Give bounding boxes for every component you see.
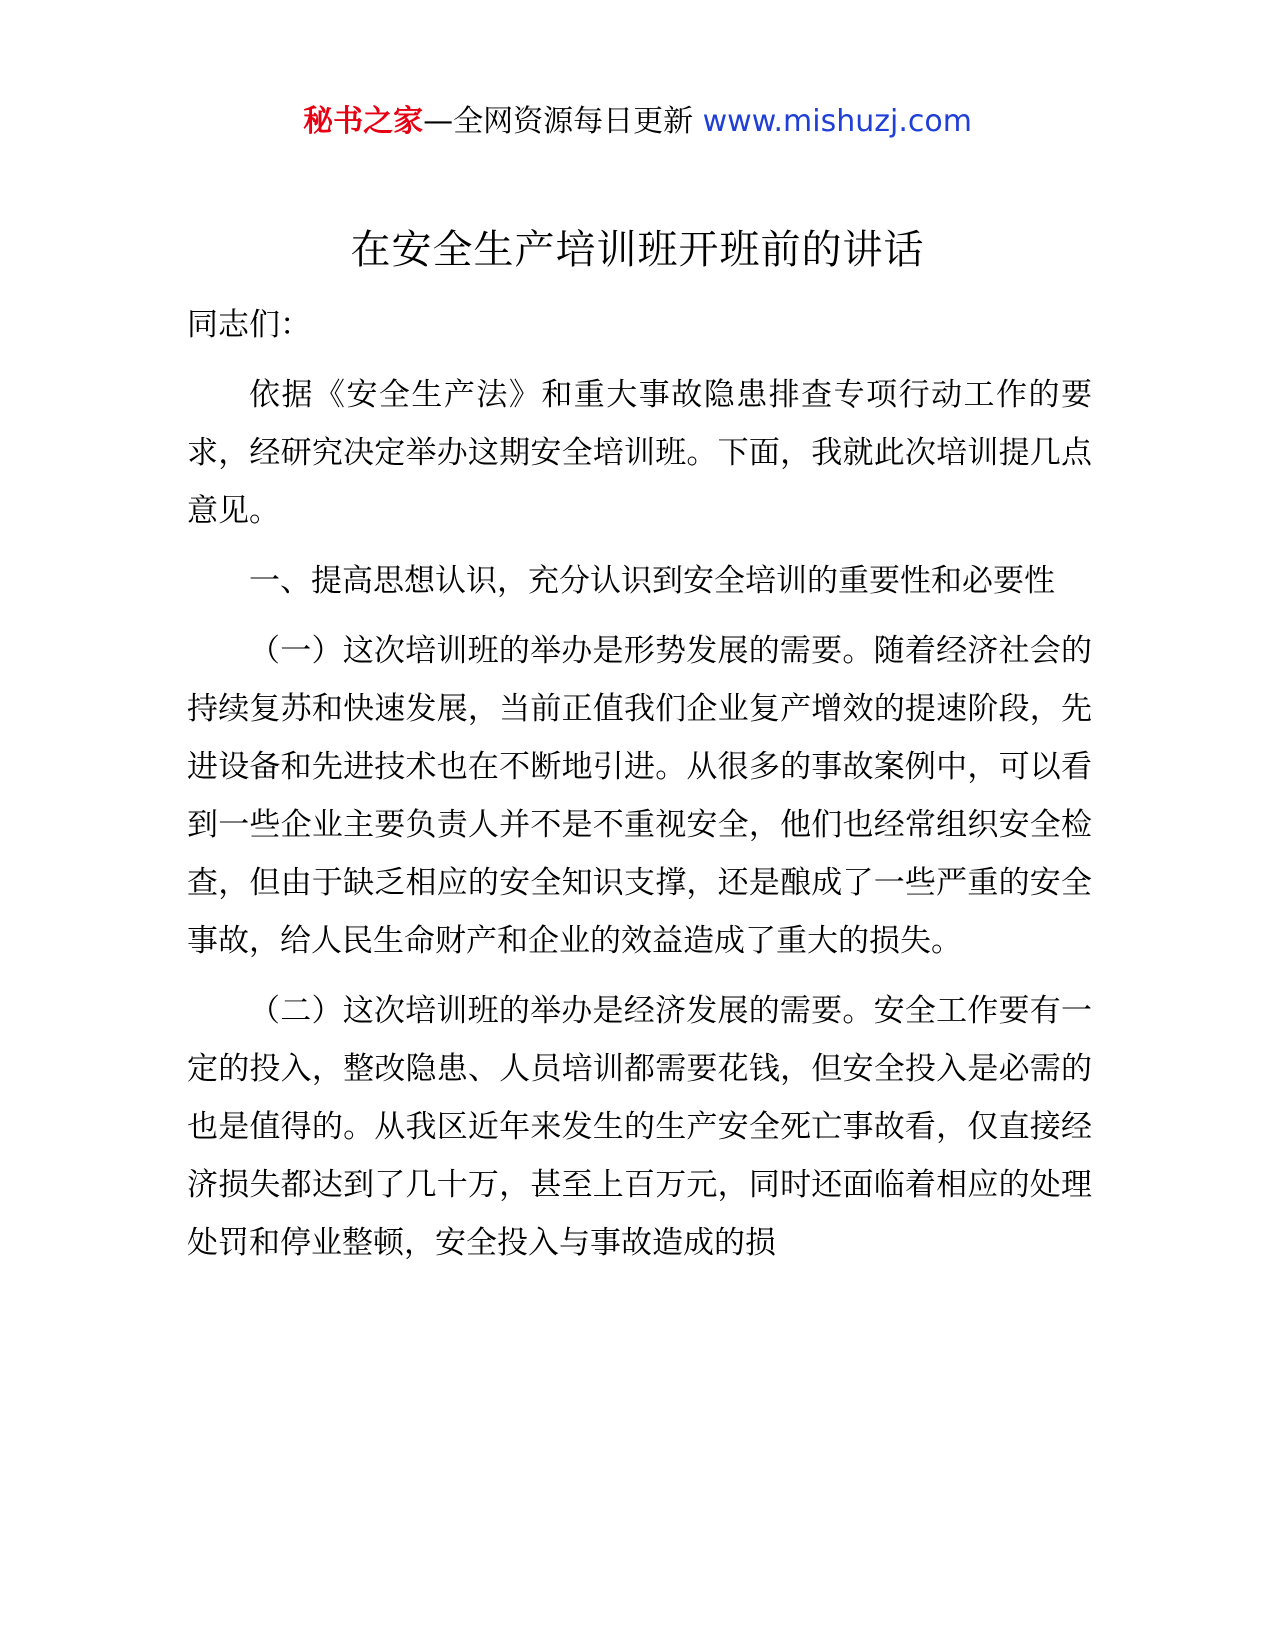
banner-dash: —	[423, 104, 454, 139]
document-body	[187, 296, 1092, 1278]
site-url-link[interactable]: www.mishuzj.com	[702, 104, 972, 139]
paragraph-point-2: （二）这次培训班的举办是经济发展的需要。安全工作要有一定的投入，整改隐患、人员培训都需要花钱，但安全投入是必需的也是值得的。从我区近年来发生的生产安全死亡事故看，仅直接经济损失都达到了几十万，甚至上百万元，同时还面临着相应的处理处罚和停业整顿，安全投入与事故造成的损	[187, 993, 1092, 1261]
document-title: 在安全生产培训班开班前的讲话	[350, 227, 925, 273]
brand-name: 秘书之家	[303, 104, 424, 139]
paragraph-point-1: （一）这次培训班的举办是形势发展的需要。随着经济社会的持续复苏和快速发展，当前正值我们企业复产增效的提速阶段，先进设备和先进技术也在不断地引进。从很多的事故案例中，可以看到一些企业主要负责人并不是不重视安全，他们也经常组织安全检查，但由于缺乏相应的安全知识支撑，还是酿成了一些严重的安全事故，给人民生命财产和企业的效益造成了重大的损失。	[187, 633, 1092, 959]
paragraph-intro: 依据《安全生产法》和重大事故隐患排查专项行动工作的要求，经研究决定举办这期安全培训班。下面，我就此次培训提几点意见。	[187, 377, 1092, 529]
banner-tagline: 全网资源每日更新	[453, 104, 694, 139]
site-banner	[0, 100, 1275, 144]
section-heading-1: 一、提高思想认识，充分认识到安全培训的重要性和必要性	[249, 563, 1055, 599]
salutation: 同志们：	[187, 307, 311, 343]
